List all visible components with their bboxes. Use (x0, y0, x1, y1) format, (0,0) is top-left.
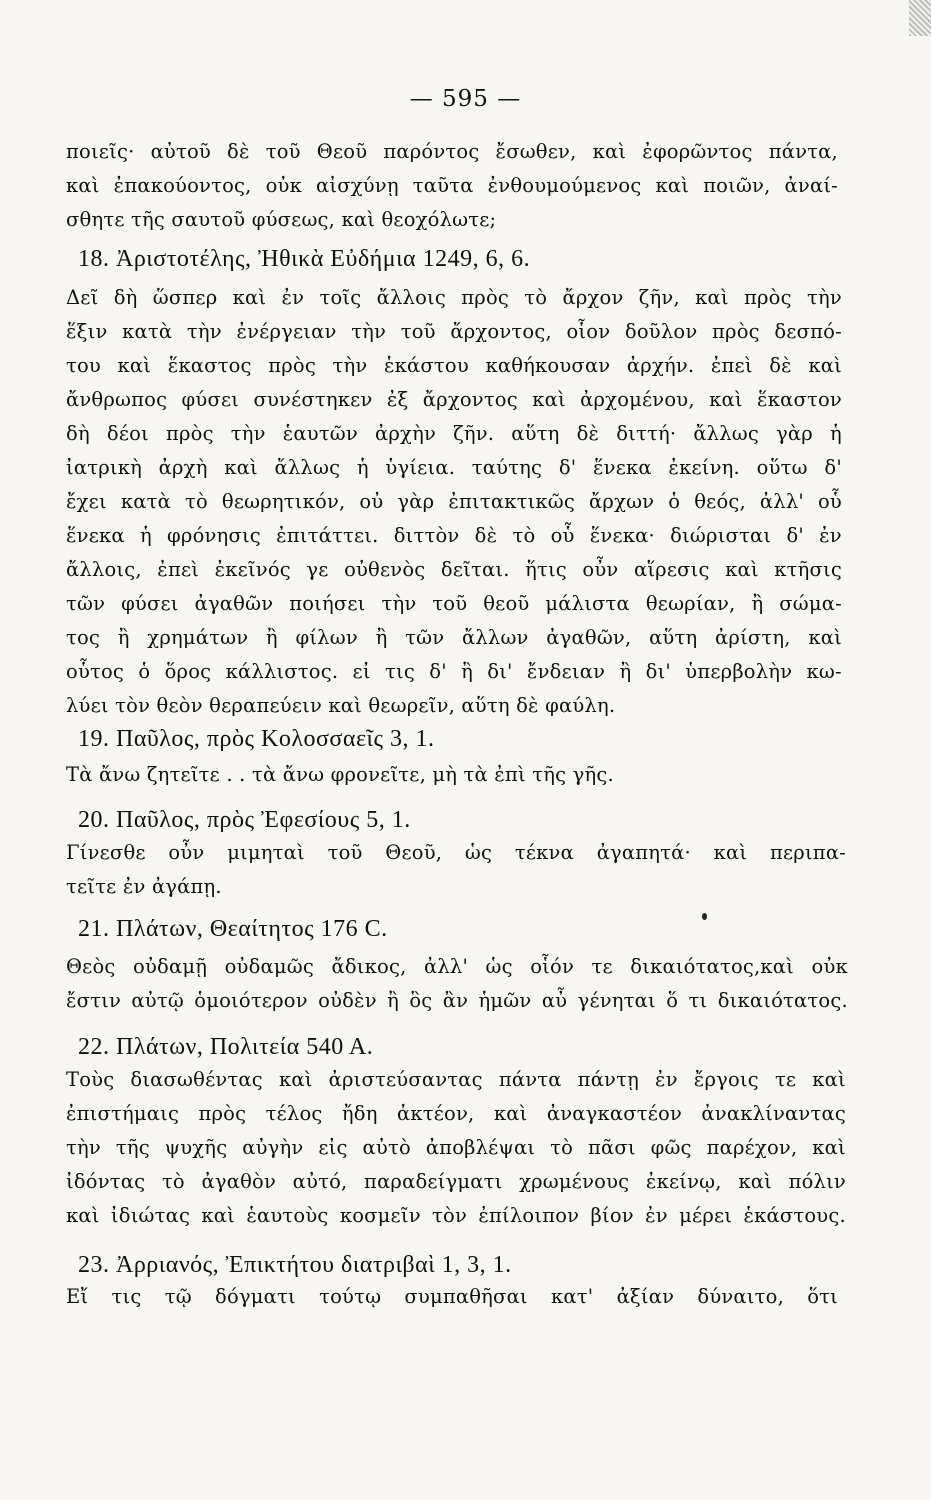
text-line: ἕξιν κατὰ τὴν ἐνέργειαν τὴν τοῦ ἄρχοντος, οἷον δοῦλον πρὸς δεσπό- (66, 320, 842, 343)
text-line: καὶ ἰδιώτας καὶ ἑαυτοὺς κοσμεῖν τὸν ἐπίλοιπον βίον ἐν μέρει ἑκάστους. (66, 1204, 846, 1227)
text-line: σθητε τῆς σαυτοῦ φύσεως, καὶ θεοχόλωτε; (66, 208, 497, 231)
text-line: τεῖτε ἐν ἀγάπῃ. (66, 875, 222, 898)
text-line: Τὰ ἄνω ζητεῖτε . . τὰ ἄνω φρονεῖτε, μὴ τὰ ἐπὶ τῆς γῆς. (66, 763, 614, 786)
section-body-19 (66, 758, 856, 792)
text-line: Δεῖ δὴ ὥσπερ καὶ ἐν τοῖς ἄλλοις πρὸς τὸ ἄρχον ζῆν, καὶ πρὸς τὴν (66, 286, 842, 309)
text-line: καὶ ἐπακούοντος, οὐκ αἰσχύνῃ ταῦτα ἐνθουμούμενος καὶ ποιῶν, ἀναί- (66, 174, 838, 197)
text-line: Θεὸς οὐδαμῇ οὐδαμῶς ἄδικος, ἀλλ' ὡς οἷόν τε δικαιότατος,καὶ οὐκ (66, 955, 848, 978)
text-line: Γίνεσθε οὖν μιμηταὶ τοῦ Θεοῦ, ὡς τέκνα ἀγαπητά· καὶ περιπα- (66, 841, 846, 864)
page-number: — 595 — (409, 86, 522, 112)
section-heading-21: 21. Πλάτων, Θεαίτητος 176 C. (78, 916, 388, 942)
section-body-21 (66, 950, 848, 1018)
section-heading-20: 20. Παῦλος, πρὸς Ἐφεσίους 5, 1. (78, 807, 411, 833)
text-line: τος ἢ χρημάτων ἢ φίλων ἢ τῶν ἄλλων ἀγαθῶν, αὕτη ἀρίστη, καὶ (66, 626, 842, 649)
text-line: Εἴ τις τῷ δόγματι τούτῳ συμπαθῆσαι κατ' ἀξίαν δύναιτο, ὅτι (66, 1285, 838, 1308)
section-body-20 (66, 836, 846, 904)
text-line: ποιεῖς· αὐτοῦ δὲ τοῦ Θεοῦ παρόντος ἔσωθεν, καὶ ἐφορῶντος πάντα, (66, 140, 838, 163)
ink-speck (702, 913, 707, 920)
text-line: Τοὺς διασωθέντας καὶ ἀριστεύσαντας πάντα πάντῃ ἐν ἔργοις τε καὶ (66, 1068, 846, 1091)
section-heading-19: 19. Παῦλος, πρὸς Κολοσσαεῖς 3, 1. (78, 726, 435, 752)
section-heading-22: 22. Πλάτων, Πολιτεία 540 Α. (78, 1034, 374, 1060)
text-line: του καὶ ἕκαστος πρὸς τὴν ἑκάστου καθήκουσαν ἀρχήν. ἐπεὶ δὲ καὶ (66, 354, 842, 377)
text-line: οὗτος ὁ ὅρος κάλλιστος. εἰ τις δ' ἢ δι' ἔνδειαν ἢ δι' ὑπερβολὴν κω- (66, 660, 842, 683)
text-line: δὴ δέοι πρὸς τὴν ἑαυτῶν ἀρχὴν ζῆν. αὕτη δὲ διττή· ἄλλως γὰρ ἡ (66, 422, 842, 445)
text-line: ἄνθρωπος φύσει συνέστηκεν ἐξ ἄρχοντος καὶ ἀρχομένου, καὶ ἕκαστον (66, 388, 842, 411)
text-line: ἰατρικὴ ἀρχὴ καὶ ἄλλως ἡ ὑγίεια. ταύτης δ' ἕνεκα ἐκείνη. οὕτω δ' (66, 456, 842, 479)
section-body-22 (66, 1063, 846, 1233)
text-line: λύει τὸν θεὸν θεραπεύειν καὶ θεωρεῖν, αὕτη δὲ φαύλη. (66, 694, 616, 717)
section-heading-18: 18. Ἀριστοτέλης, Ἠθικὰ Εὐδήμια 1249, 6, 6. (78, 246, 531, 272)
section-body-18 (66, 281, 842, 723)
text-line: τὴν τῆς ψυχῆς αὐγὴν εἰς αὐτὸ ἀποβλέψαι τὸ πᾶσι φῶς παρέχον, καὶ (66, 1136, 846, 1159)
text-line: ἐπιστήμαις πρὸς τέλος ἤδη ἀκτέον, καὶ ἀναγκαστέον ἀνακλίναντας (66, 1102, 846, 1125)
text-line: ἔχει κατὰ τὸ θεωρητικόν, οὐ γὰρ ἐπιτακτικῶς ἄρχων ὁ θεός, ἀλλ' οὗ (66, 490, 842, 513)
text-line: ἔστιν αὐτῷ ὁμοιότερον οὐδὲν ἢ ὃς ἂν ἡμῶν αὖ γένηται ὅ τι δικαιότατος. (66, 989, 848, 1012)
section-body-23 (66, 1280, 838, 1314)
text-line: ἰδόντας τὸ ἀγαθὸν αὐτό, παραδείγματι χρωμένους ἐκείνῳ, καὶ πόλιν (66, 1170, 846, 1193)
page-corner-edge (909, 0, 931, 36)
intro-paragraph (66, 135, 838, 237)
text-line: τῶν φύσει ἀγαθῶν ποιήσει τὴν τοῦ θεοῦ μάλιστα θεωρίαν, ἢ σώμα- (66, 592, 842, 615)
section-heading-23: 23. Ἀρριανός, Ἐπικτήτου διατριβαὶ 1, 3, 1. (78, 1252, 512, 1278)
text-line: ἕνεκα ἡ φρόνησις ἐπιτάττει. διττὸν δὲ τὸ οὗ ἕνεκα· διώρισται δ' ἐν (66, 524, 842, 547)
text-line: ἄλλοις, ἐπεὶ ἐκεῖνός γε οὐθενὸς δεῖται. ἥτις οὖν αἵρεσις καὶ κτῆσις (66, 558, 842, 581)
